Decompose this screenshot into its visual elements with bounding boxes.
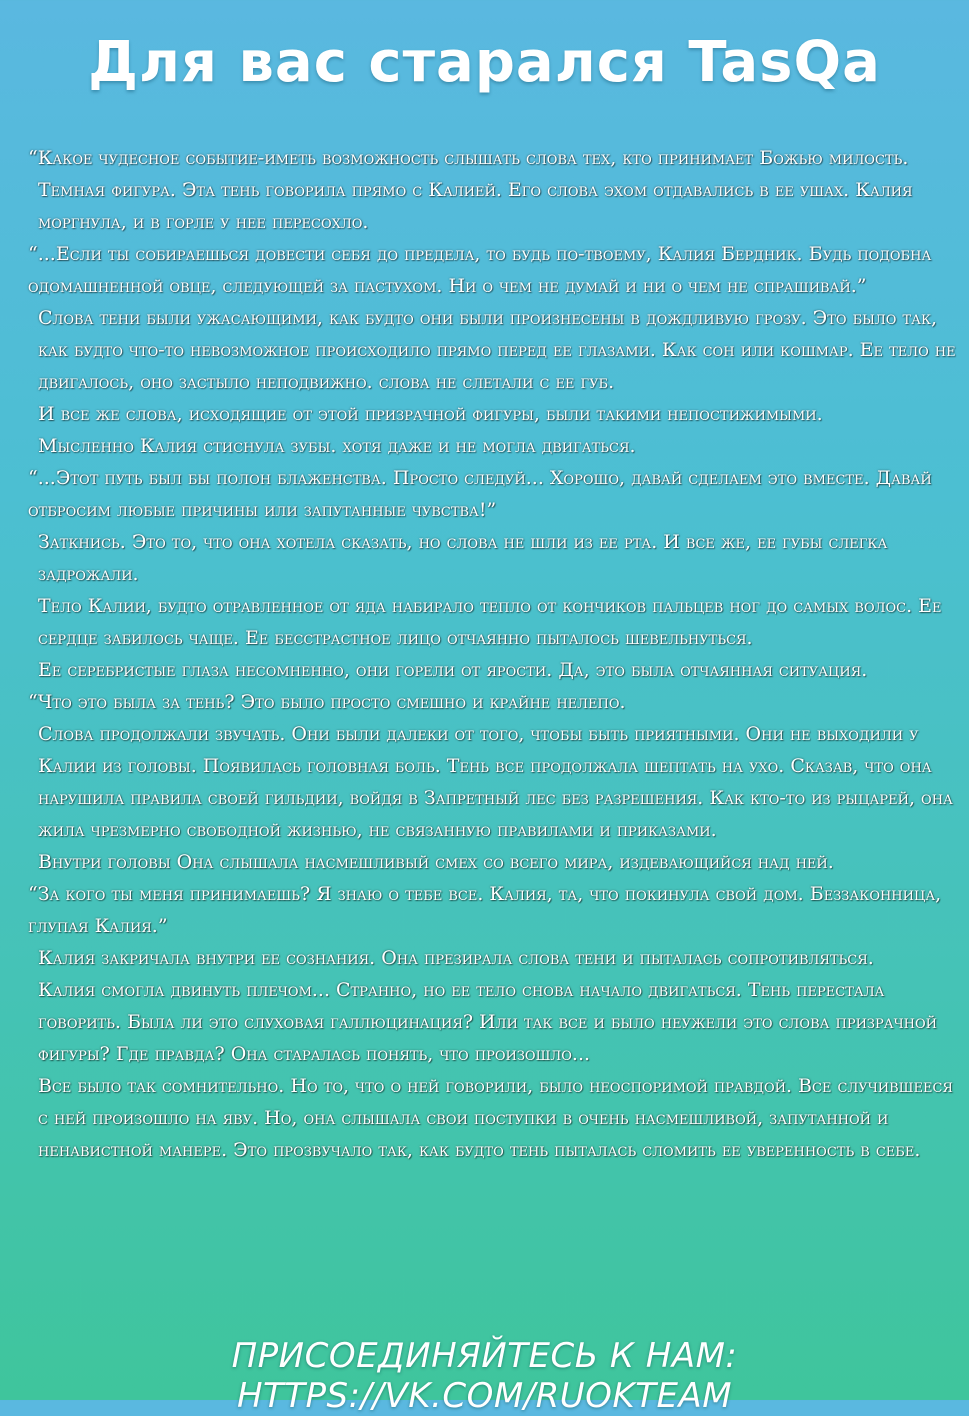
story-paragraph: Мысленно Калия стиснула зубы. хотя даже и не могла двигаться. [38, 435, 636, 457]
story-paragraph: Тело Калии, будто отравленное от яда набирало тепло от кончиков пальцев ног до самых волос. Ее сердце забилось чаще. Ее бесстрастное лицо отчаянно пыталось шевельнуться. [38, 595, 942, 649]
story-paragraph: “За кого ты меня принимаешь? Я знаю о тебе все. Калия, та, что покинула свой дом. Беззаконница, глупая Калия.” [28, 883, 942, 937]
story-text [28, 142, 963, 1166]
story-paragraph: Калия закричала внутри ее сознания. Она презирала слова тени и пыталась сопротивляться. [38, 947, 874, 969]
story-paragraph: Слова тени были ужасающими, как будто они были произнесены в дождливую грозу. Это было так, как будто что-то невозможное происходило прямо перед ее глазами. Как сон или кошмар. Ее тело не двигалось, оно застыло неподвижно. слова не слетали с ее губ. [38, 307, 956, 393]
story-paragraph: “Что это была за тень? Это было просто смешно и крайне нелепо. [28, 691, 626, 713]
story-paragraph: Темная фигура. Эта тень говорила прямо с Калией. Его слова эхом отдавались в ее ушах. Калия моргнула, и в горле у нее пересохло. [38, 179, 913, 233]
story-paragraph: Калия смогла двинуть плечом... Странно, но ее тело снова начало двигаться. Тень перестала говорить. Была ли это слуховая галлюцинация? Или так все и было неужели это слова призрачной фигуры? Где правда? Она старалась понять, что произошло... [38, 979, 937, 1065]
story-paragraph: И все же слова, исходящие от этой призрачной фигуры, были такими непостижимыми. [38, 403, 823, 425]
page-title: Для вас старался TasQa [88, 30, 881, 95]
story-paragraph: Внутри головы Она слышала насмешливый смех со всего мира, издевающийся над ней. [38, 851, 834, 873]
story-paragraph: “Какое чудесное событие-иметь возможность слышать слова тех, кто принимает Божью милость. [28, 147, 909, 169]
story-paragraph: Слова продолжали звучать. Они были далеки от того, чтобы быть приятными. Они не выходили у Калии из головы. Появилась головная боль. Тень все продолжала шептать на ухо. Сказав, что она нарушила правила своей гильдии, войдя в Запретный лес без разрешения. Как кто-то из рыцарей, она жила чрезмерно свободной жизнью, не связанную правилами и приказами. [38, 723, 953, 841]
story-paragraph: “...Если ты собираешься довести себя до предела, то будь по-твоему, Калия Бердник. Будь подобна одомашненной овце, следующей за пастухом. Ни о чем не думай и ни о чем не спрашивай.” [28, 243, 932, 297]
story-paragraph: Ее серебристые глаза несомненно, они горели от ярости. Да, это была отчаянная ситуация. [38, 659, 868, 681]
join-link[interactable]: ПРИСОЕДИНЯЙТЕСЬ К НАМ: HTTPS://VK.COM/RUOKTEAM [231, 1336, 738, 1416]
story-paragraph: Все было так сомнительно. Но то, что о ней говорили, было неоспоримой правдой. Все случившееся с ней произошло на яву. Но, она слышала свои поступки в очень насмешливой, запутанной и ненавистной манере. Это прозвучало так, как будто тень пыталась сломить ее уверенность в себе. [38, 1075, 953, 1161]
story-paragraph: Заткнись. Это то, что она хотела сказать, но слова не шли из ее рта. И все же, ее губы слегка задрожали. [38, 531, 888, 585]
story-paragraph: “...Этот путь был бы полон блаженства. Просто следуй... Хорошо, давай сделаем это вместе. Давай отбросим любые причины или запутанные чувства!” [28, 467, 932, 521]
